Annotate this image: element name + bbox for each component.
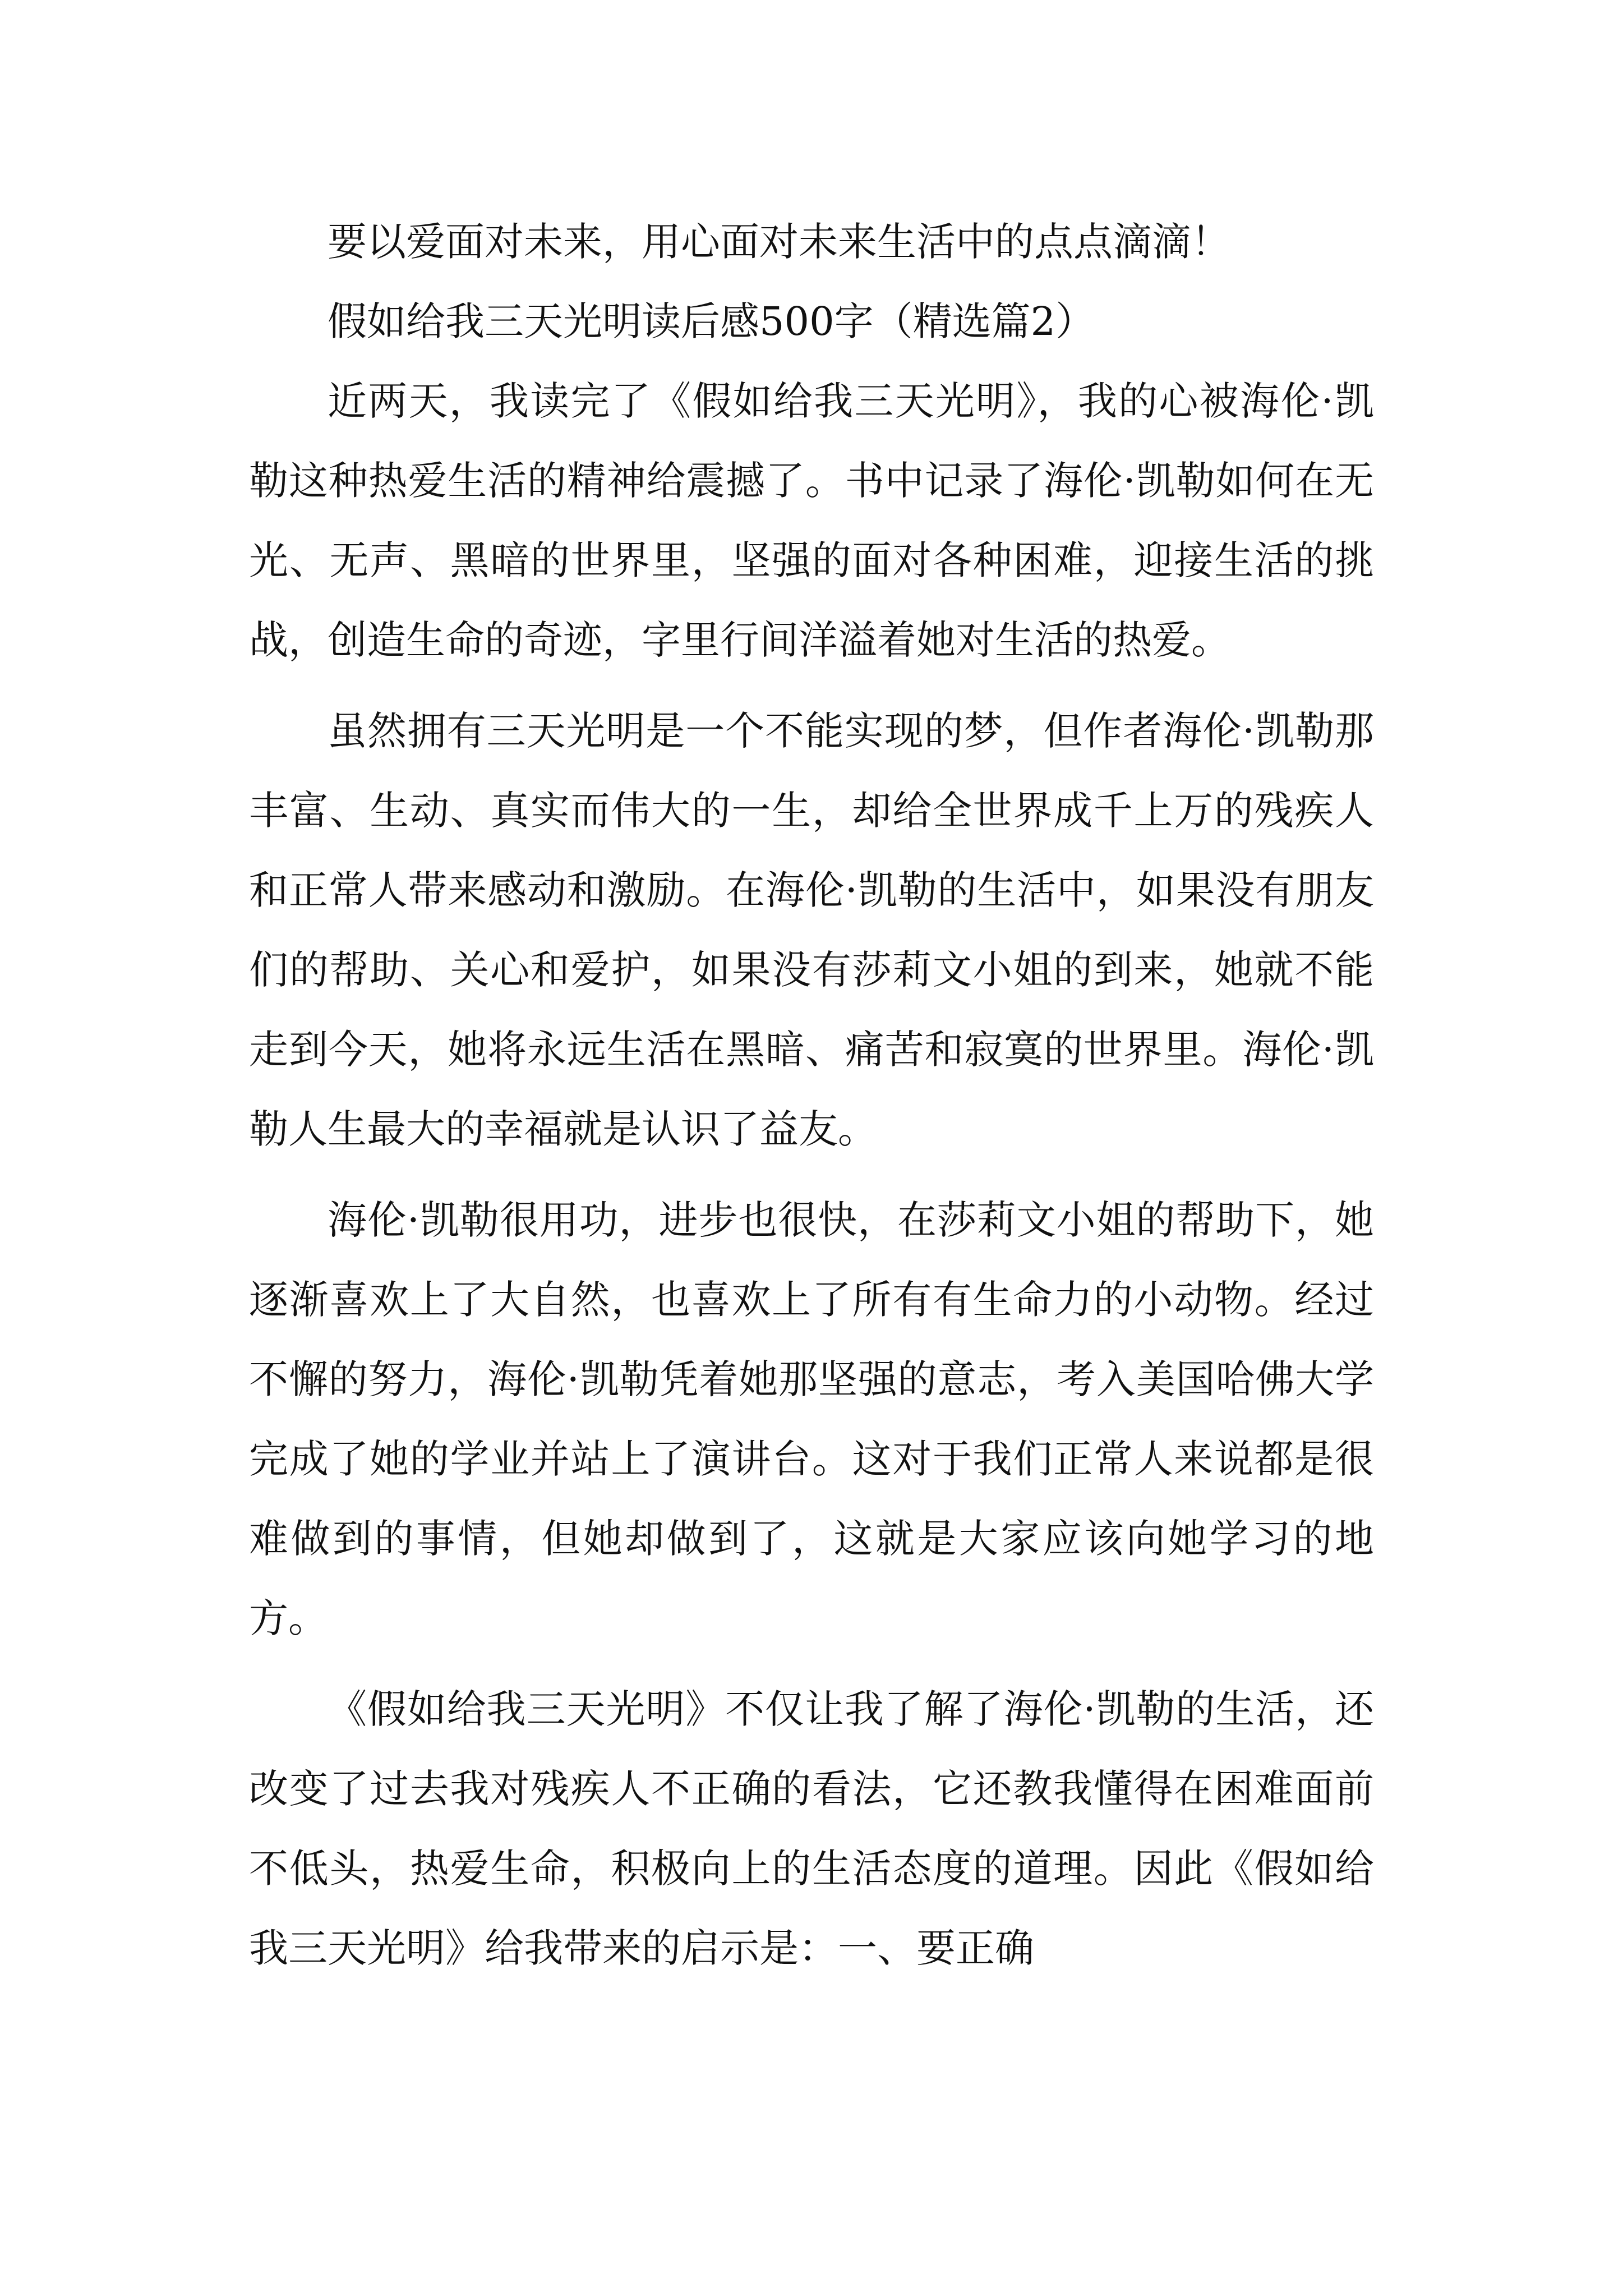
article-body (249, 202, 1374, 1988)
paragraph-effort: 海伦·凯勒很用功，进步也很快，在莎莉文小姐的帮助下，她逐渐喜欢上了大自然，也喜欢上了所有有生命力的小动物。经过不懈的努力，海伦·凯勒凭着她那坚强的意志，考入美国哈佛大学完成了她的学业并站上了演讲台。这对于我们正常人来说都是很难做到的事情，但她却做到了，这就是大家应该向她学习的地方。 (249, 1197, 1374, 1641)
section-heading: 假如给我三天光明读后感500字（精选篇2） (328, 298, 1095, 344)
paragraph-closing-line: 要以爱面对未来，用心面对未来生活中的点点滴滴！ (328, 219, 1230, 265)
paragraph-inspiration: 《假如给我三天光明》不仅让我了解了海伦·凯勒的生活，还改变了过去我对残疾人不正确的看法，它还教我懂得在困难面前不低头，热爱生命，积极向上的生活态度的道理。因此《假如给我三天光明》给我带来的启示是：一、要正确 (249, 1686, 1374, 1971)
paragraph-dream: 虽然拥有三天光明是一个不能实现的梦，但作者海伦·凯勒那丰富、生动、真实而伟大的一生，却给全世界成千上万的残疾人和正常人带来感动和激励。在海伦·凯勒的生活中，如果没有朋友们的帮助、关心和爱护，如果没有莎莉文小姐的到来，她就不能走到今天，她将永远生活在黑暗、痛苦和寂寞的世界里。海伦·凯勒人生最大的幸福就是认识了益友。 (249, 708, 1374, 1152)
paragraph-intro: 近两天，我读完了《假如给我三天光明》，我的心被海伦·凯勒这种热爱生活的精神给震撼了。书中记录了海伦·凯勒如何在无光、无声、黑暗的世界里，坚强的面对各种困难，迎接生活的挑战，创造生命的奇迹，字里行间洋溢着她对生活的热爱。 (249, 378, 1374, 663)
